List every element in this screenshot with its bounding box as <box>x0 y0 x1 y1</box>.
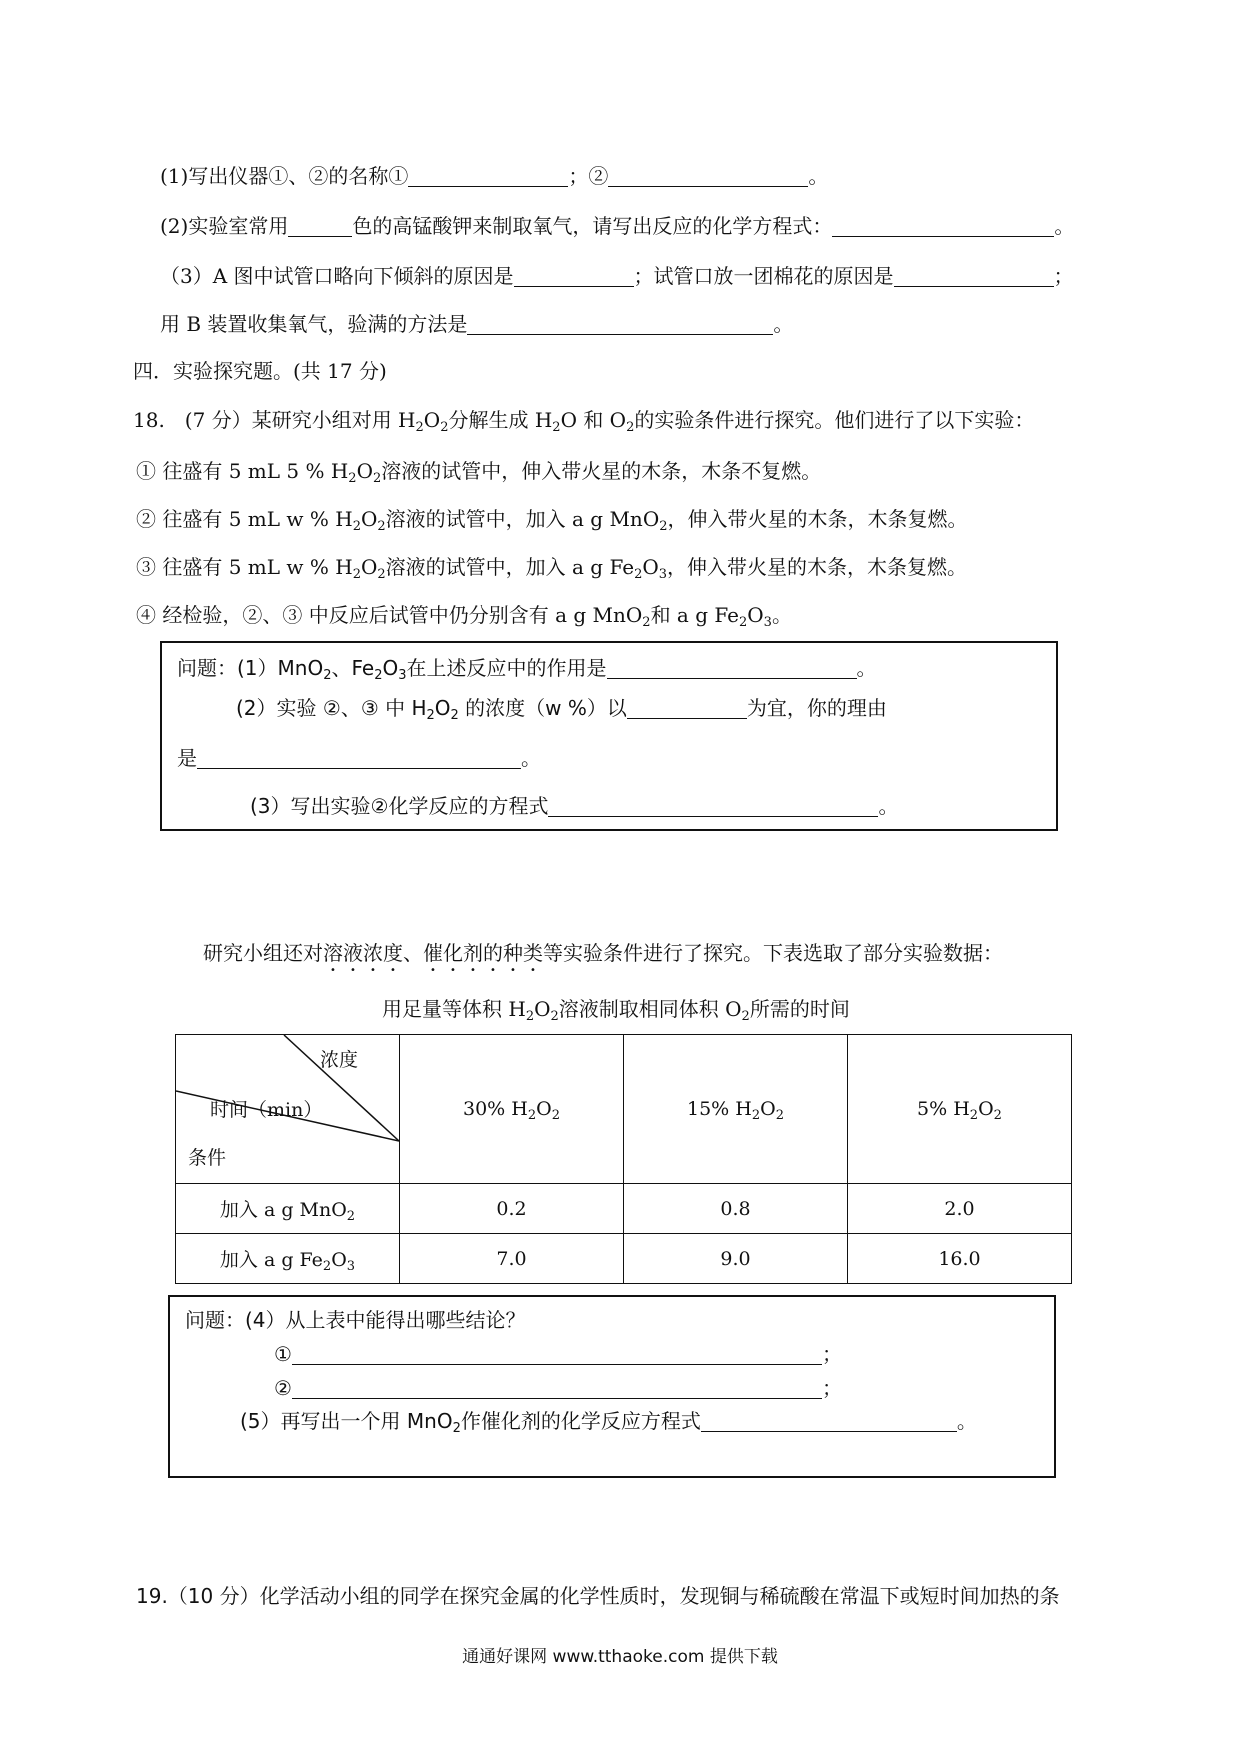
header-time: 时间（min） <box>210 1099 323 1121</box>
q18-intro: 18. (7 分）某研究小组对用 $H_2O_2$分解生成 $H_2O$ 和 $O_2$的实验条件进行探究。他们进行了以下实验： <box>133 408 1035 435</box>
answer-blank[interactable] <box>197 748 521 769</box>
section-title: 四．实验探究题。(共 17 分) <box>133 359 387 383</box>
header-concentration: 浓度 <box>320 1049 359 1071</box>
answer-blank[interactable] <box>608 166 808 187</box>
row-label-fe2o3: 加入 a g $Fe_2O_3$ <box>176 1234 400 1284</box>
table-cell: 9.0 <box>623 1234 847 1284</box>
box1-q1: 问题：(1）MnO$_2$、$Fe_2O_3$在上述反应中的作用是 。 <box>177 656 877 683</box>
answer-blank[interactable] <box>288 216 352 237</box>
answer-blank[interactable] <box>292 1378 822 1399</box>
table-cell: 16.0 <box>847 1234 1071 1284</box>
col-header-30: 30% $H_2O_2$ <box>400 1035 624 1184</box>
box1-q2: (2）实验 ②、③ 中 $H_2O_2$ 的浓度（w %）以 为宜，你的理由 <box>236 696 887 723</box>
q18-step4: ④ 经检验，②、③ 中反应后试管中仍分别含有 a g MnO$_2$和 a g $Fe_2O_3$。 <box>136 603 792 630</box>
page-footer: 通通好课网 www.tthaoke.com 提供下载 <box>462 1647 778 1667</box>
q17-line3: （3）A 图中试管口略向下倾斜的原因是 ；试管口放一团棉花的原因是 ； <box>160 264 1074 288</box>
box1-q2-cont: 是 。 <box>177 746 541 770</box>
experiment-table <box>175 1034 1072 1284</box>
q19-intro: 19.（10 分）化学活动小组的同学在探究金属的化学性质时，发现铜与稀硫酸在常温下或短时间加热的条 <box>136 1584 1060 1608</box>
answer-blank[interactable] <box>514 266 634 287</box>
col-header-15: 15% $H_2O_2$ <box>623 1035 847 1184</box>
box1-q3: (3）写出实验②化学反应的方程式 。 <box>250 794 899 818</box>
header-diagonal-cell <box>176 1035 400 1184</box>
q17-line1: (1)写出仪器①、②的名称① ；② 。 <box>160 164 829 188</box>
answer-blank[interactable] <box>894 266 1054 287</box>
q17-line2: (2)实验室常用 色的高锰酸钾来制取氧气，请写出反应的化学方程式： 。 <box>160 214 1075 238</box>
table-row <box>176 1234 1072 1284</box>
box2-q4-1: ① ； <box>274 1342 842 1366</box>
table-cell: 7.0 <box>400 1234 624 1284</box>
box2-q4: 问题：(4）从上表中能得出哪些结论？ <box>185 1308 526 1332</box>
header-condition: 条件 <box>188 1147 227 1169</box>
answer-blank[interactable] <box>548 796 878 817</box>
answer-blank[interactable] <box>832 216 1054 237</box>
answer-blank[interactable] <box>701 1411 957 1432</box>
table-row <box>176 1184 1072 1234</box>
q18-step1: ① 往盛有 5 mL 5 % $H_2O_2$溶液的试管中，伸入带火星的木条，木条不复燃。 <box>136 459 822 486</box>
answer-blank[interactable] <box>292 1344 822 1365</box>
row-label-mno2: 加入 a g MnO$_2$ <box>176 1184 400 1234</box>
q18-step3: ③ 往盛有 5 mL w % $H_2O_2$溶液的试管中，加入 a g $Fe_2O_3$，伸入带火星的木条，木条复燃。 <box>136 555 968 582</box>
box2-q4-2: ② ； <box>274 1376 842 1400</box>
answer-blank[interactable] <box>627 698 747 719</box>
box2-q5: (5）再写出一个用 MnO$_2$作催化剂的化学反应方程式 。 <box>240 1409 977 1436</box>
answer-blank[interactable] <box>408 166 568 187</box>
answer-blank[interactable] <box>607 658 857 679</box>
q18-step2: ② 往盛有 5 mL w % $H_2O_2$溶液的试管中，加入 a g MnO$_2$，伸入带火星的木条，木条复燃。 <box>136 507 968 534</box>
table-cell: 0.2 <box>400 1184 624 1234</box>
table-cell: 2.0 <box>847 1184 1071 1234</box>
q17-line4: 用 B 装置收集氧气，验满的方法是 。 <box>160 312 794 336</box>
answer-blank[interactable] <box>467 314 773 335</box>
col-header-5: 5% $H_2O_2$ <box>847 1035 1071 1184</box>
research-paragraph: 研究小组还对溶液浓度、催化剂的种类等实验条件进行了探究。下表选取了部分实验数据： <box>203 941 1003 965</box>
table-cell: 0.8 <box>623 1184 847 1234</box>
table-caption: 用足量等体积 $H_2O_2$溶液制取相同体积 $O_2$所需的时间 <box>382 997 850 1024</box>
